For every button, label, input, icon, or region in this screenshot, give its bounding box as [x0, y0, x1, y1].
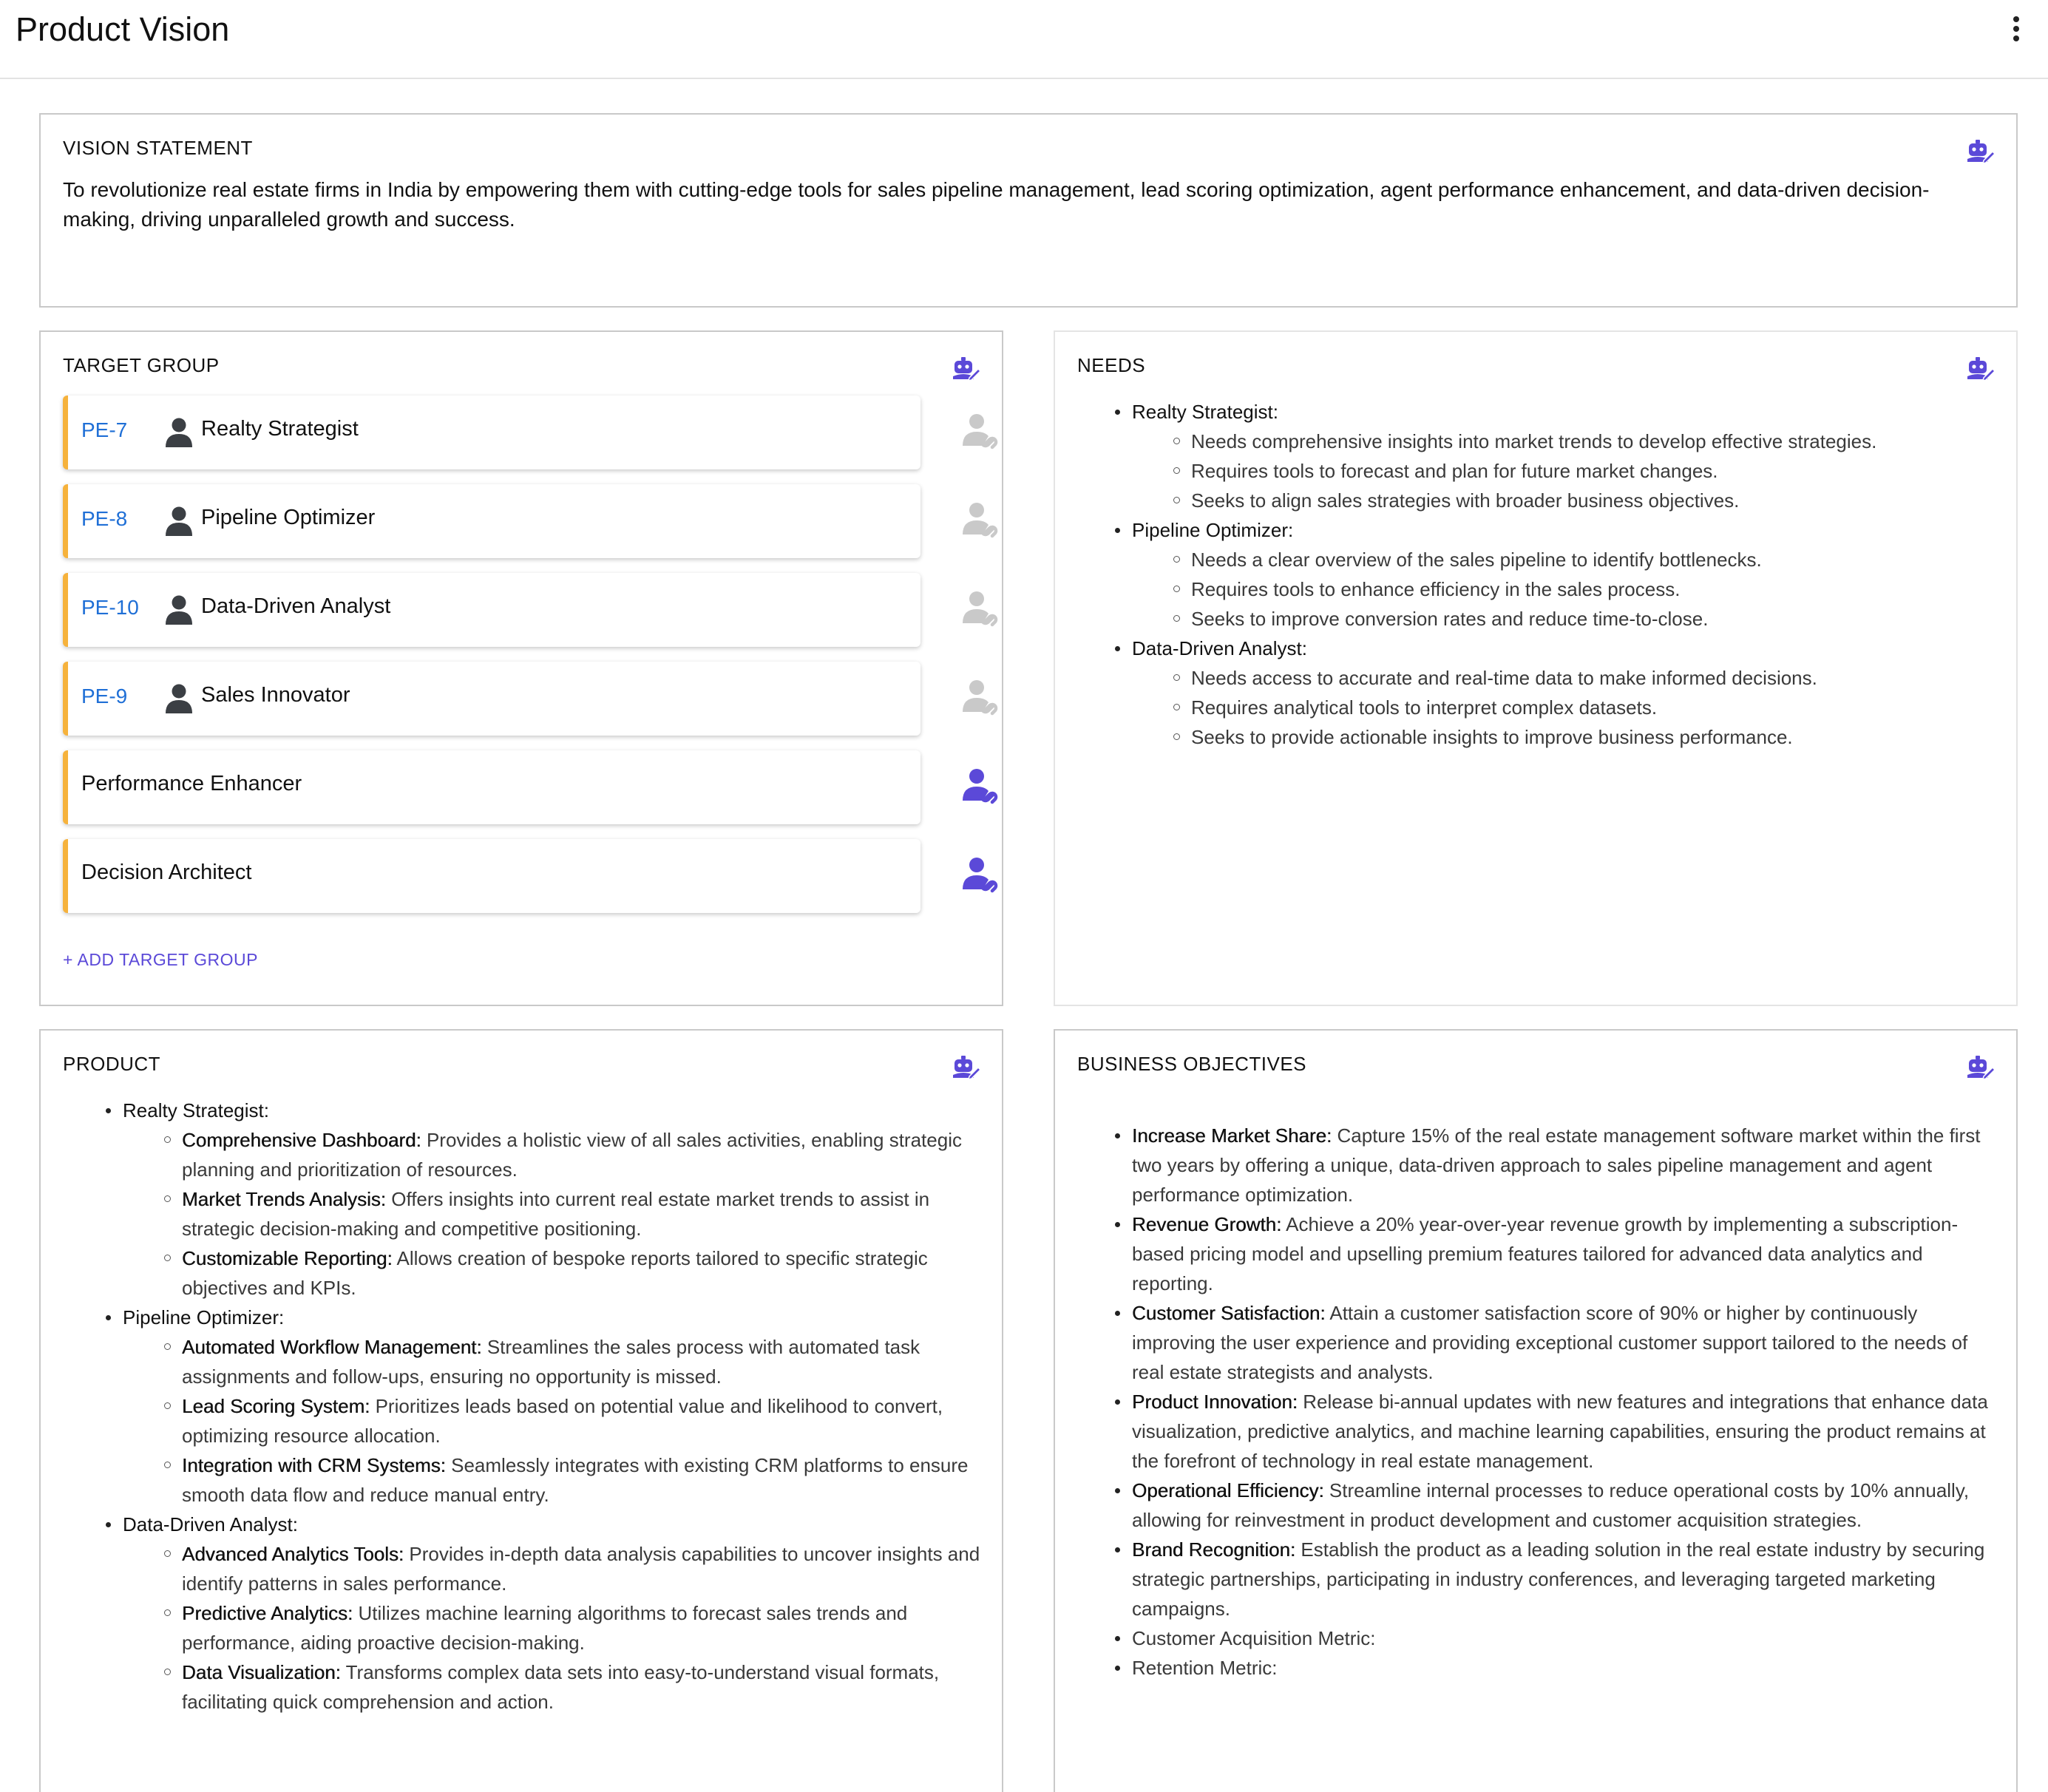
link-persona-icon[interactable]: [960, 500, 1000, 540]
persona-code-link[interactable]: PE-7: [81, 418, 128, 441]
list-item: [163, 1450, 991, 1510]
list-item: [1113, 1476, 2000, 1535]
persona-code-link[interactable]: PE-8: [81, 507, 128, 530]
vision-statement-title: VISION STATEMENT: [63, 137, 253, 159]
product-list: [104, 1096, 991, 1717]
list-item: [163, 1332, 991, 1391]
list-item-label: Lead Scoring System:: [182, 1395, 370, 1417]
list-group: [1113, 634, 2000, 752]
list-item-text: Prioritizes leads based on potential value and likelihood to convert, optimizing resource allocation.: [182, 1395, 943, 1447]
list-item: [163, 1391, 991, 1450]
list-item-label: Increase Market Share:: [1132, 1124, 1332, 1147]
list-item-label: Automated Workflow Management:: [182, 1336, 482, 1358]
list-item-label: Market Trends Analysis:: [182, 1188, 386, 1210]
list-item: [163, 1184, 991, 1243]
list-item: Requires analytical tools to interpret complex datasets.: [1172, 693, 2000, 722]
list-item-text: Provides a holistic view of all sales activities, enabling strategic planning and prioritization of resources.: [182, 1129, 962, 1181]
list-item: Seeks to improve conversion rates and reduce time-to-close.: [1172, 604, 2000, 634]
needs-title: NEEDS: [1077, 354, 1146, 376]
list-item-label: Operational Efficiency:: [1132, 1479, 1324, 1501]
ai-edit-icon[interactable]: [1966, 138, 1996, 165]
list-item-text: Capture 15% of the real estate management software market within the first two years by offering a unique, data-driven approach to sales pipeline management and agent performance optimization.: [1132, 1124, 1981, 1206]
list-group-heading: Realty Strategist:: [1132, 401, 1278, 423]
list-group: [104, 1096, 991, 1303]
list-group-heading: Data-Driven Analyst:: [1132, 637, 1307, 659]
list-item: [1113, 1653, 2000, 1683]
list-group-heading: Realty Strategist:: [123, 1099, 269, 1121]
list-item: [1113, 1387, 2000, 1476]
list-item-label: Customer Satisfaction:: [1132, 1302, 1326, 1324]
list-item-label: Data Visualization:: [182, 1661, 341, 1683]
list-item-text: Attain a customer satisfaction score of 90% or higher by continuously improving the user experience and providing exceptional customer support tailored to the needs of real estate strategists and analysts.: [1132, 1302, 1968, 1383]
list-item-text: Offers insights into current real estate market trends to assist in strategic decision-making and competitive positioning.: [182, 1188, 930, 1240]
list-item-text: Streamline internal processes to reduce operational costs by 10% annually, allowing for reinvestment in product development and customer acquisition strategies.: [1132, 1479, 1970, 1531]
target-group-name: Pipeline Optimizer: [201, 506, 376, 529]
target-group-name: Realty Strategist: [201, 417, 359, 441]
business-objectives-card: [1054, 1029, 2018, 1792]
list-item-text: Utilizes machine learning algorithms to forecast sales trends and performance, aiding proactive decision-making.: [182, 1602, 908, 1654]
product-title: PRODUCT: [63, 1053, 161, 1075]
persona-code-link[interactable]: PE-9: [81, 685, 128, 707]
list-item-label: Predictive Analytics:: [182, 1602, 353, 1624]
list-group-heading: Data-Driven Analyst:: [123, 1513, 298, 1535]
target-group-name: Data-Driven Analyst: [201, 594, 391, 618]
target-group-title: TARGET GROUP: [63, 354, 220, 376]
list-item-text: Provides in-depth data analysis capabilities to uncover insights and identify patterns in sales performance.: [182, 1543, 980, 1595]
vision-statement-card: [39, 113, 2018, 308]
target-group-name: Performance Enhancer: [81, 772, 302, 795]
persona-code-link[interactable]: PE-10: [81, 596, 139, 619]
list-item: Requires tools to enhance efficiency in the sales process.: [1172, 574, 2000, 604]
list-group-heading: Pipeline Optimizer:: [1132, 519, 1294, 541]
list-item: [163, 1243, 991, 1303]
needs-list: [1113, 397, 2000, 752]
list-item-label: Brand Recognition:: [1132, 1538, 1296, 1561]
ai-edit-icon[interactable]: [1966, 356, 1996, 382]
list-item: [1113, 1623, 2000, 1653]
business-objectives-title: BUSINESS OBJECTIVES: [1077, 1053, 1307, 1075]
list-item-label: Product Innovation:: [1132, 1391, 1298, 1413]
person-icon: [164, 505, 194, 536]
target-group-row[interactable]: [63, 662, 920, 736]
list-item: [1113, 1535, 2000, 1623]
target-group-row[interactable]: [63, 573, 920, 647]
list-item: Needs comprehensive insights into market trends to develop effective strategies.: [1172, 427, 2000, 456]
list-item: [163, 1598, 991, 1657]
list-group: [104, 1510, 991, 1717]
person-icon: [164, 682, 194, 713]
list-item-text: Establish the product as a leading solution in the real estate industry by securing strategic partnerships, participating in industry conferences, and leveraging targeted marketing campaigns.: [1132, 1538, 1985, 1620]
list-group: [1113, 515, 2000, 634]
list-item: [1113, 1209, 2000, 1298]
business-objectives-list: [1113, 1121, 2000, 1683]
list-item: [163, 1539, 991, 1598]
page-title: Product Vision: [16, 10, 230, 48]
list-item-label: Customizable Reporting:: [182, 1247, 393, 1269]
list-item-text: Transforms complex data sets into easy-to-understand visual formats, facilitating quick comprehension and action.: [182, 1661, 940, 1713]
list-item-text: Release bi-annual updates with new features and integrations that enhance data visualization, predictive analytics, and machine learning capabilities, ensuring the product remains at the forefront of technology in real estate management.: [1132, 1391, 1988, 1472]
list-item-label: Integration with CRM Systems:: [182, 1454, 446, 1476]
target-group-card: [39, 330, 1003, 1006]
target-group-name: Decision Architect: [81, 861, 252, 884]
link-persona-icon[interactable]: [960, 678, 1000, 718]
list-group: [1113, 397, 2000, 515]
list-item: Needs a clear overview of the sales pipeline to identify bottlenecks.: [1172, 545, 2000, 574]
target-group-row[interactable]: [63, 484, 920, 558]
product-card: [39, 1029, 1003, 1792]
list-item-label: Revenue Growth:: [1132, 1213, 1282, 1235]
needs-card: [1054, 330, 2018, 1006]
ai-edit-icon[interactable]: [952, 356, 981, 382]
target-group-name: Sales Innovator: [201, 683, 350, 707]
link-persona-icon[interactable]: [960, 412, 1000, 452]
ai-edit-icon[interactable]: [1966, 1054, 1996, 1081]
link-persona-icon[interactable]: [960, 589, 1000, 629]
list-group-heading: Pipeline Optimizer:: [123, 1306, 285, 1328]
list-item: [1113, 1298, 2000, 1387]
list-item-text: Achieve a 20% year-over-year revenue growth by implementing a subscription-based pricing model and upselling premium features tailored for advanced data analytics and reporting.: [1132, 1213, 1959, 1294]
list-group: [104, 1303, 991, 1510]
target-group-row[interactable]: [63, 750, 920, 824]
list-item-text: Seamlessly integrates with existing CRM platforms to ensure smooth data flow and reduce manual entry.: [182, 1454, 969, 1506]
add-target-group-button[interactable]: + ADD TARGET GROUP: [63, 950, 258, 969]
list-item: Seeks to align sales strategies with broader business objectives.: [1172, 486, 2000, 515]
more-vertical-icon[interactable]: [2007, 13, 2026, 43]
list-item: Seeks to provide actionable insights to improve business performance.: [1172, 722, 2000, 752]
list-item-label: Comprehensive Dashboard:: [182, 1129, 421, 1151]
list-item: Requires tools to forecast and plan for future market changes.: [1172, 456, 2000, 486]
top-bar: [0, 0, 2048, 79]
list-item-text: Retention Metric:: [1132, 1657, 1278, 1679]
person-icon: [164, 594, 194, 625]
vision-statement-text: To revolutionize real estate firms in India by empowering them with cutting-edge tools for sales pipeline management, lead scoring optimization, agent performance enhancement, and data-driven decision-making, driving unparalleled growth and success.: [63, 178, 1930, 231]
list-item: [1113, 1121, 2000, 1209]
link-persona-icon[interactable]: [960, 767, 1000, 807]
list-item: [163, 1125, 991, 1184]
target-group-row[interactable]: [63, 396, 920, 469]
list-item-text: Streamlines the sales process with automated task assignments and follow-ups, ensuring no opportunity is missed.: [182, 1336, 920, 1388]
list-item-text: Allows creation of bespoke reports tailored to specific strategic objectives and KPIs.: [182, 1247, 928, 1299]
person-icon: [164, 416, 194, 447]
list-item-label: Advanced Analytics Tools:: [182, 1543, 404, 1565]
list-item: Needs access to accurate and real-time data to make informed decisions.: [1172, 663, 2000, 693]
ai-edit-icon[interactable]: [952, 1054, 981, 1081]
target-group-row[interactable]: [63, 839, 920, 913]
list-item: [163, 1657, 991, 1717]
link-persona-icon[interactable]: [960, 855, 1000, 895]
list-item-text: Customer Acquisition Metric:: [1132, 1627, 1376, 1649]
